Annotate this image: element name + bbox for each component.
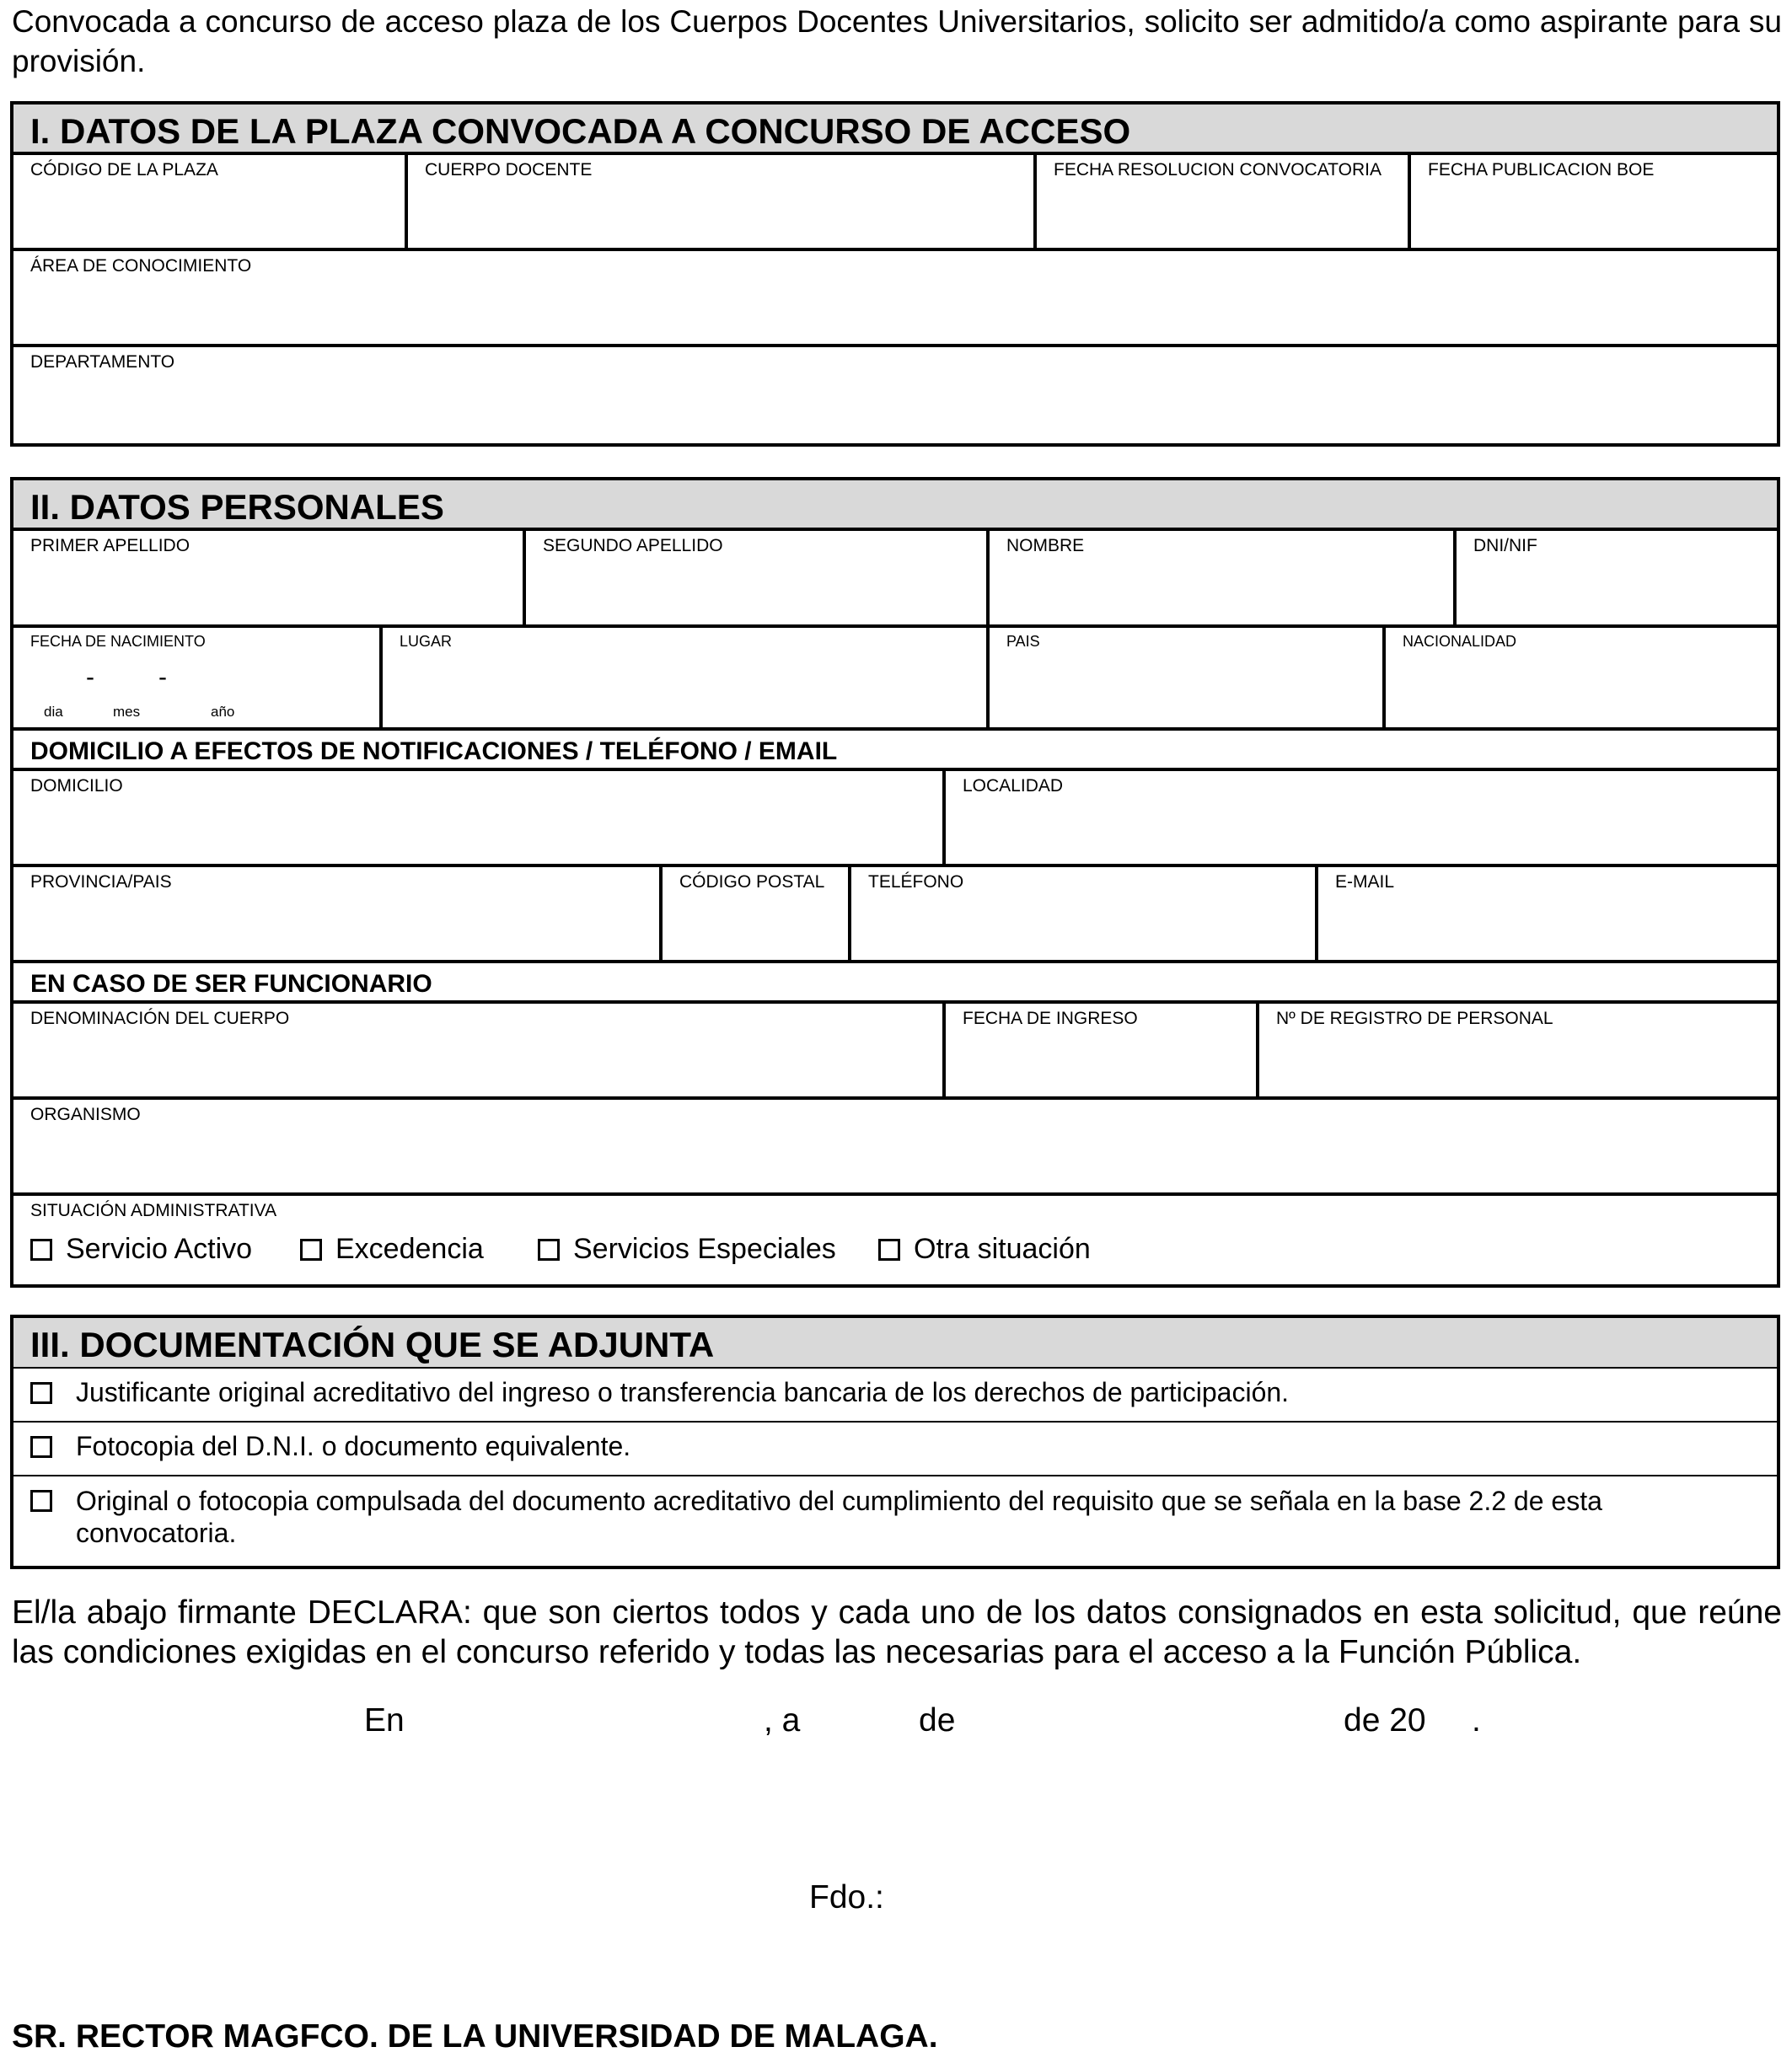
denominacion-field[interactable] — [13, 1004, 946, 1096]
nacionalidad-label: NACIONALIDAD — [1403, 633, 1517, 650]
fecha-nacimiento-field[interactable] — [13, 628, 383, 727]
area-conocimiento-label: ÁREA DE CONOCIMIENTO — [30, 256, 252, 276]
servicio-activo-label: Servicio Activo — [66, 1233, 253, 1265]
section-plaza — [10, 101, 1780, 447]
personal-row-1 — [13, 531, 1777, 628]
requisito-checkbox[interactable] — [30, 1490, 52, 1512]
dni-label: DNI/NIF — [1473, 536, 1537, 555]
section-personal-title: II. DATOS PERSONALES — [13, 480, 1777, 531]
area-conocimiento-field[interactable] — [13, 251, 1777, 344]
fecha-resolucion-field[interactable] — [1037, 155, 1411, 248]
localidad-field[interactable] — [946, 771, 1777, 864]
cuerpo-docente-label: CUERPO DOCENTE — [425, 160, 593, 180]
nombre-field[interactable] — [990, 531, 1457, 624]
dni-checkbox[interactable] — [30, 1436, 52, 1458]
personal-row-3 — [13, 771, 1777, 867]
lugar-label: LUGAR — [400, 633, 453, 650]
fecha-ingreso-label: FECHA DE INGRESO — [963, 1009, 1138, 1028]
requisito-label: Original o fotocopia compulsada del documento acreditativo del cumplimiento del requisito que se señala en la base 2.2 de esta convocatoria. — [76, 1486, 1602, 1548]
section-documentacion-title: III. DOCUMENTACIÓN QUE SE ADJUNTA — [13, 1318, 1777, 1369]
plaza-row-2 — [13, 251, 1777, 347]
situacion-options — [30, 1233, 1777, 1266]
date-dot: . — [1472, 1702, 1481, 1739]
segundo-apellido-label: SEGUNDO APELLIDO — [543, 536, 723, 555]
domicilio-field[interactable] — [13, 771, 946, 864]
provincia-field[interactable] — [13, 867, 663, 960]
personal-row-2 — [13, 628, 1777, 731]
primer-apellido-label: PRIMER APELLIDO — [30, 536, 190, 555]
fecha-resolucion-label: FECHA RESOLUCION CONVOCATORIA — [1054, 160, 1382, 180]
intro-text: Convocada a concurso de acceso plaza de los Cuerpos Docentes Universitarios, solicito ser admitido/a como aspirante para su provisión. — [12, 4, 1782, 78]
excedencia-checkbox[interactable] — [300, 1239, 322, 1261]
addressee: SR. RECTOR MAGFCO. DE LA UNIVERSIDAD DE MALAGA. — [12, 2018, 938, 2055]
section-plaza-title: I. DATOS DE LA PLAZA CONVOCADA A CONCURSO DE ACCESO — [13, 104, 1777, 155]
segundo-apellido-field[interactable] — [526, 531, 990, 624]
personal-row-5 — [13, 1004, 1777, 1100]
servicio-activo-checkbox[interactable] — [30, 1239, 52, 1261]
option-excedencia[interactable] — [300, 1233, 538, 1266]
departamento-field[interactable] — [13, 347, 1777, 443]
personal-row-7 — [13, 1196, 1777, 1280]
place-en: En — [364, 1702, 405, 1739]
funcionario-header: EN CASO DE SER FUNCIONARIO — [13, 963, 1777, 1004]
servicios-especiales-checkbox[interactable] — [538, 1239, 560, 1261]
organismo-label: ORGANISMO — [30, 1105, 141, 1124]
pais-label: PAIS — [1006, 633, 1040, 650]
fecha-ingreso-field[interactable] — [946, 1004, 1259, 1096]
codigo-postal-field[interactable] — [663, 867, 851, 960]
departamento-label: DEPARTAMENTO — [30, 352, 175, 372]
option-otra-situacion[interactable] — [878, 1233, 1091, 1266]
codigo-plaza-field[interactable] — [13, 155, 408, 248]
fecha-boe-label: FECHA PUBLICACION BOE — [1428, 160, 1655, 180]
anio-label: año — [211, 704, 235, 720]
domicilio-label: DOMICILIO — [30, 776, 123, 796]
situacion-label: SITUACIÓN ADMINISTRATIVA — [30, 1201, 277, 1220]
cuerpo-docente-field[interactable] — [408, 155, 1037, 248]
otra-situacion-label: Otra situación — [914, 1233, 1091, 1265]
denominacion-label: DENOMINACIÓN DEL CUERPO — [30, 1009, 290, 1028]
doc-item-justificante[interactable] — [13, 1369, 1777, 1423]
localidad-label: LOCALIDAD — [963, 776, 1064, 796]
doc-item-dni[interactable] — [13, 1423, 1777, 1476]
email-field[interactable] — [1318, 867, 1777, 960]
section-personal — [10, 477, 1780, 1288]
plaza-row-1 — [13, 155, 1777, 251]
dia-label: dia — [44, 704, 63, 720]
email-label: E-MAIL — [1335, 872, 1395, 892]
telefono-label: TELÉFONO — [868, 872, 964, 892]
telefono-field[interactable] — [851, 867, 1318, 960]
personal-row-6 — [13, 1100, 1777, 1196]
date-de: de — [919, 1702, 956, 1739]
justificante-checkbox[interactable] — [30, 1382, 52, 1404]
dni-doc-label: Fotocopia del D.N.I. o documento equivalente. — [76, 1431, 631, 1461]
provincia-label: PROVINCIA/PAIS — [30, 872, 172, 892]
option-servicios-especiales[interactable] — [538, 1233, 878, 1266]
codigo-plaza-label: CÓDIGO DE LA PLAZA — [30, 160, 218, 180]
organismo-field[interactable] — [13, 1100, 1777, 1192]
doc-item-requisito[interactable] — [13, 1476, 1777, 1557]
situacion-field — [13, 1196, 1777, 1280]
lugar-field[interactable] — [383, 628, 990, 727]
dni-field[interactable] — [1457, 531, 1777, 624]
registro-personal-field[interactable] — [1259, 1004, 1777, 1096]
plaza-row-3 — [13, 347, 1777, 443]
nombre-label: NOMBRE — [1006, 536, 1085, 555]
date-de20: de 20 — [1344, 1702, 1426, 1739]
servicios-especiales-label: Servicios Especiales — [573, 1233, 836, 1265]
registro-personal-label: Nº DE REGISTRO DE PERSONAL — [1276, 1009, 1553, 1028]
excedencia-label: Excedencia — [335, 1233, 484, 1265]
section-documentacion — [10, 1315, 1780, 1569]
otra-situacion-checkbox[interactable] — [878, 1239, 900, 1261]
mes-label: mes — [113, 704, 141, 720]
fecha-boe-field[interactable] — [1411, 155, 1777, 248]
justificante-label: Justificante original acreditativo del ingreso o transferencia bancaria de los derechos de participación. — [76, 1377, 1290, 1407]
option-servicio-activo[interactable] — [30, 1233, 300, 1266]
place-a: , a — [764, 1702, 801, 1739]
date-separator-1: - — [86, 663, 94, 691]
codigo-postal-label: CÓDIGO POSTAL — [679, 872, 825, 892]
domicilio-header: DOMICILIO A EFECTOS DE NOTIFICACIONES / TELÉFONO / EMAIL — [13, 731, 1777, 771]
personal-row-4 — [13, 867, 1777, 963]
fecha-nacimiento-label: FECHA DE NACIMIENTO — [30, 633, 206, 650]
declaration-text: El/la abajo firmante DECLARA: que son ciertos todos y cada uno de los datos consignados en esta solicitud, que reúne las condiciones exigidas en el concurso referido y todas las necesarias para el acceso a la Función Pública. — [12, 1594, 1782, 1670]
pais-field[interactable] — [990, 628, 1386, 727]
signature-fdo: Fdo.: — [809, 1879, 884, 1916]
primer-apellido-field[interactable] — [13, 531, 526, 624]
date-separator-2: - — [158, 663, 167, 691]
nacionalidad-field[interactable] — [1386, 628, 1777, 727]
